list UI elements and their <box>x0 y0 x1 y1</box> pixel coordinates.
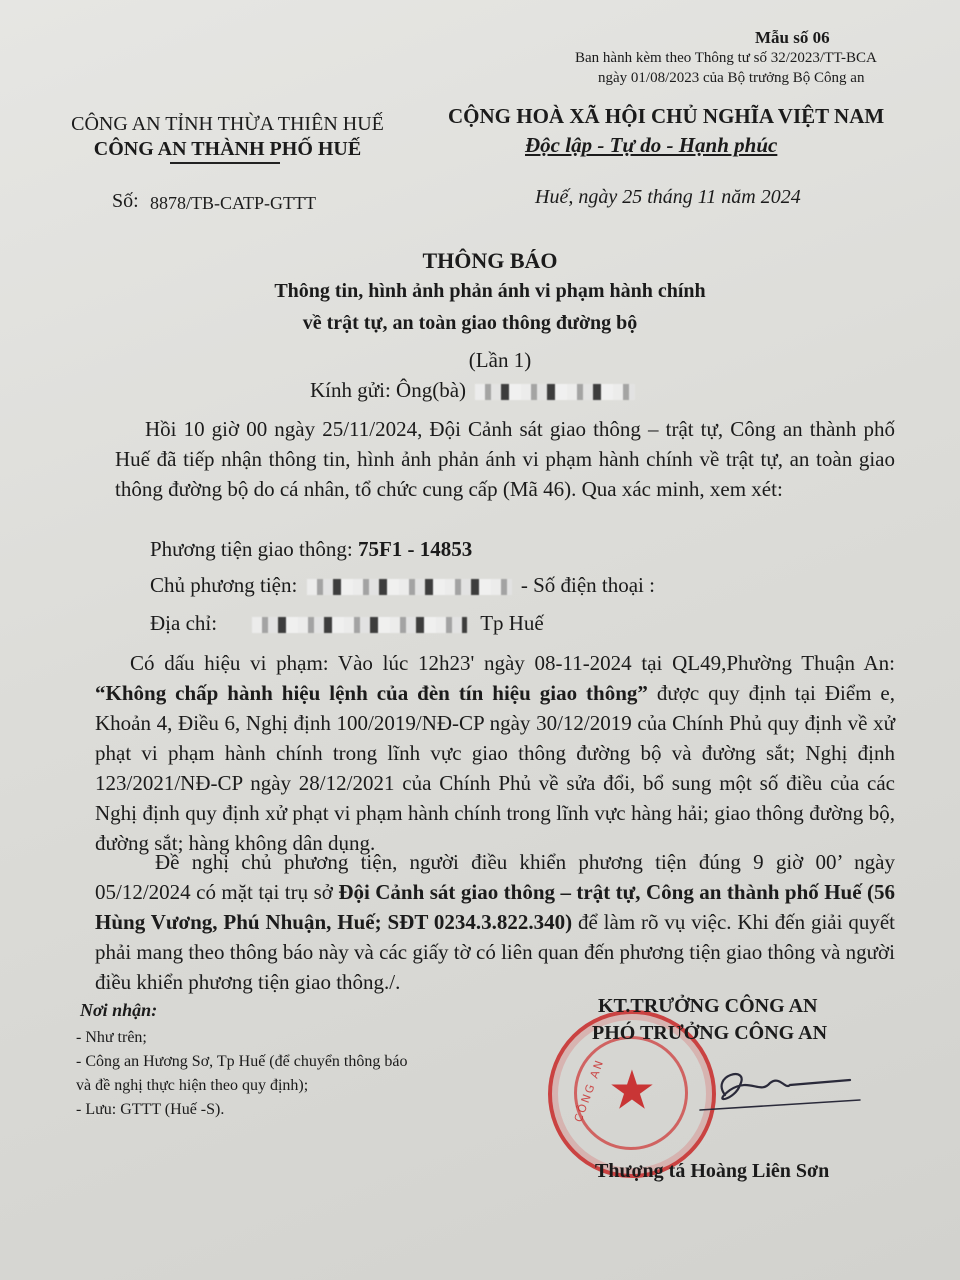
owner-label: Chủ phương tiện: <box>150 573 298 597</box>
vehicle-plate: 75F1 - 14853 <box>357 537 473 561</box>
notice-round: (Lần 1) <box>468 348 532 372</box>
recipient-label: Kính gửi: Ông(bà) <box>310 378 467 402</box>
recipients-label: Nơi nhận: <box>80 1000 158 1020</box>
address-line <box>150 611 544 636</box>
request-paragraph <box>95 847 895 997</box>
national-motto: Độc lập - Tự do - Hạnh phúc <box>525 133 778 157</box>
recipients-item: và đề nghị thực hiện theo quy định); <box>76 1077 309 1094</box>
phone-label: - Số điện thoại : <box>520 573 655 597</box>
owner-line <box>150 573 655 598</box>
doc-number: 8878/TB-CATP-GTTT <box>150 193 316 213</box>
intro-paragraph: Hồi 10 giờ 00 ngày 25/11/2024, Đội Cảnh sát giao thông – trật tự, Công an thành phố Huế đã tiếp nhận thông tin, hình ảnh phản ánh vi phạm hành chính về trật tự, an toàn giao thông đường bộ do cá nhân, tổ chức cung cấp (Mã 46). Qua xác minh, xem xét: <box>115 417 895 501</box>
recipients-item: - Công an Hương Sơ, Tp Huế (để chuyển thông báo <box>76 1053 408 1070</box>
violation-legal-basis: được quy định tại Điểm e, Khoản 4, Điều 6, Nghị định 100/2019/NĐ-CP ngày 30/12/2019 của Chính Phủ quy định về xử phạt vi phạm hành chính trong lĩnh vực giao thông đường bộ và đường sắt; Nghị định 123/2021/NĐ-CP ngày 28/12/2021 của Chính Phủ về sửa đổi, bổ sung một số điều của các Nghị định quy định xử phạt vi phạm hành chính trong lĩnh vực hàng hải; giao thông đường bộ, đường sắt; hàng không dân dụng. <box>95 681 896 855</box>
agency-underline <box>170 162 280 164</box>
recipients-item: - Lưu: GTTT (Huế -S). <box>76 1101 225 1118</box>
form-issued-line1: Ban hành kèm theo Thông tư số 32/2023/TT-BCA <box>575 50 877 66</box>
request-instructions: để làm rõ vụ việc. Khi đến giải quyết phải mang theo thông báo này và các giấy tờ có liên quan đến phương tiện giao thông và người điều khiển phương tiện giao thông./. <box>95 910 895 994</box>
redacted-recipient-name <box>475 384 635 400</box>
signatory-name: Thượng tá Hoàng Liên Sơn <box>595 1160 830 1182</box>
country-name: CỘNG HOÀ XÃ HỘI CHỦ NGHĨA VIỆT NAM <box>448 104 885 128</box>
recipient-line <box>310 378 635 403</box>
form-number: Mẫu số 06 <box>755 28 830 47</box>
agency-parent: CÔNG AN TỈNH THỪA THIÊN HUẾ <box>71 113 384 135</box>
document-subtitle-2: về trật tự, an toàn giao thông đường bộ <box>302 312 638 334</box>
star-icon: ★ <box>607 1058 657 1122</box>
document-title: THÔNG BÁO <box>422 248 558 273</box>
signatory-line1: KT.TRƯỞNG CÔNG AN <box>598 995 818 1017</box>
redacted-owner-name <box>307 579 512 595</box>
redacted-address <box>252 617 467 633</box>
vehicle-label: Phương tiện giao thông: <box>150 537 353 561</box>
handwritten-signature <box>690 1055 870 1125</box>
violation-description: “Không chấp hành hiệu lệnh của đèn tín hiệu giao thông” <box>95 681 648 705</box>
doc-number-label: Số: <box>112 190 139 212</box>
form-issued-line2: ngày 01/08/2023 của Bộ trưởng Bộ Công an <box>598 70 865 86</box>
recipients-list <box>76 1026 407 1122</box>
document-subtitle-1: Thông tin, hình ảnh phản ánh vi phạm hành chính <box>274 280 706 302</box>
issue-date: Huế, ngày 25 tháng 11 năm 2024 <box>535 186 801 208</box>
signatory-line2: PHÓ TRƯỞNG CÔNG AN <box>592 1022 828 1044</box>
violation-paragraph <box>95 648 895 858</box>
stamp-text: CÔNG AN <box>571 1057 607 1124</box>
address-label: Địa chỉ: <box>150 611 218 635</box>
vehicle-line <box>150 537 472 562</box>
request-intro: Đề nghị chủ phương tiện, người điều khiển phương tiện đúng 9 giờ 00’ ngày 05/12/2024 có mặt tại trụ sở <box>95 850 895 904</box>
recipients-item: - Như trên; <box>76 1029 147 1046</box>
request-location: Đội Cảnh sát giao thông – trật tự, Công an thành phố Huế (56 Hùng Vương, Phú Nhuận, Huế; SĐT 0234.3.822.340) <box>95 880 895 934</box>
agency-name: CÔNG AN THÀNH PHỐ HUẾ <box>93 138 362 160</box>
address-city: Tp Huế <box>480 611 544 635</box>
violation-intro: Có dấu hiệu vi phạm: Vào lúc 12h23' ngày 08-11-2024 tại QL49,Phường Thuận An: <box>130 651 895 675</box>
